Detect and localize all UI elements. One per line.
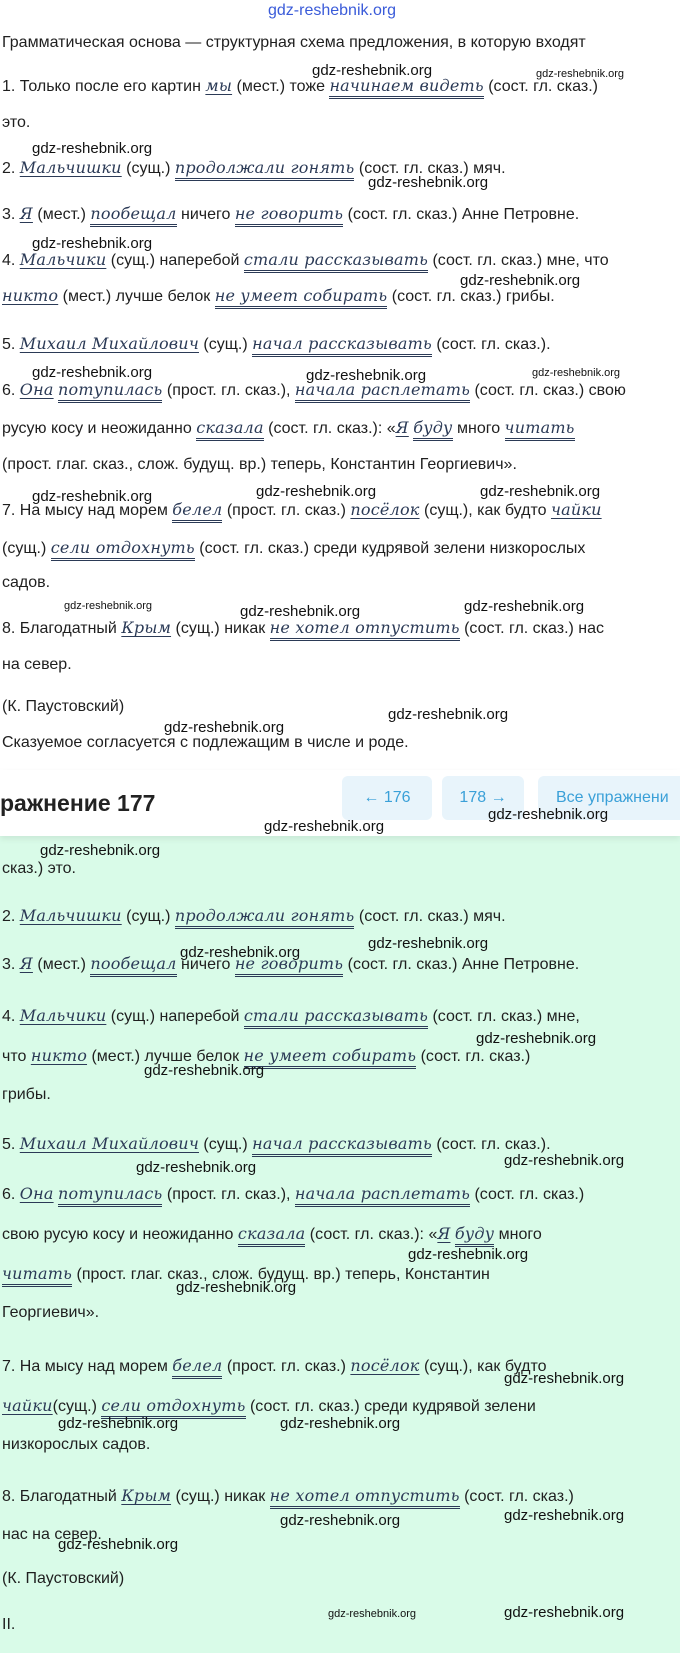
all-exercises-button[interactable]: Все упражнени bbox=[538, 776, 680, 820]
b-sentence-5: 5. Михаил Михайлович (сущ.) начал рассказывать (сост. гл. сказ.). bbox=[2, 1134, 551, 1154]
subject: Я bbox=[19, 954, 33, 973]
subject: Крым bbox=[121, 1486, 172, 1505]
watermark: gdz-reshebnik.org bbox=[256, 483, 377, 500]
predicate: не говорить bbox=[235, 204, 343, 227]
b-sentence-6: 6. Она потупилась (прост. гл. сказ.), начала расплетать (сост. гл. сказ.) bbox=[2, 1184, 584, 1204]
subject: чайки bbox=[2, 1396, 53, 1415]
predicate: начал рассказывать bbox=[252, 334, 432, 357]
subject: Она bbox=[19, 380, 54, 399]
predicate: сели отдохнуть bbox=[101, 1396, 245, 1419]
sentence-6-cont2: (прост. глаг. сказ., слож. будущ. вр.) теперь, Константин Георгиевич». bbox=[2, 456, 517, 473]
b-sentence-2: 2. Мальчишки (сущ.) продолжали гонять (сост. гл. сказ.) мяч. bbox=[2, 906, 506, 926]
predicate: сели отдохнуть bbox=[51, 538, 195, 561]
predicate: не умеет собирать bbox=[244, 1046, 417, 1069]
predicate: продолжали гонять bbox=[175, 158, 355, 181]
sentence-7-cont: (сущ.) сели отдохнуть (сост. гл. сказ.) среди кудрявой зелени низкорослых bbox=[2, 538, 585, 558]
watermark: gdz-reshebnik.org bbox=[504, 1604, 625, 1621]
exercise-title: ражнение 177 bbox=[0, 790, 156, 816]
b-sentence-4-cont: что никто (мест.) лучше белок не умеет собирать (сост. гл. сказ.) bbox=[2, 1046, 530, 1066]
predicate: читать bbox=[505, 418, 575, 441]
subject: Михаил Михайлович bbox=[19, 334, 199, 353]
predicate: стали рассказывать bbox=[244, 1006, 428, 1029]
watermark: gdz-reshebnik.org bbox=[306, 367, 427, 384]
watermark: gdz-reshebnik.org bbox=[164, 719, 285, 736]
sentence-6-cont: русую косу и неожиданно сказала (сост. гл. сказ.): «Я буду много читать bbox=[2, 418, 575, 438]
watermark: gdz-reshebnik.org bbox=[504, 1370, 625, 1387]
watermark: gdz-reshebnik.org bbox=[58, 1415, 179, 1432]
sentence-4: 4. Мальчики (сущ.) наперебой стали рассказывать (сост. гл. сказ.) мне, что bbox=[2, 250, 609, 270]
watermark: gdz-reshebnik.org bbox=[280, 1512, 401, 1529]
predicate: буду bbox=[455, 1224, 494, 1247]
sentence-6: 6. Она потупилась (прост. гл. сказ.), начала расплетать (сост. гл. сказ.) свою bbox=[2, 380, 626, 400]
sentence-1: 1. Только после его картин мы (мест.) тоже начинаем видеть (сост. гл. сказ.) bbox=[2, 76, 598, 96]
rule-text: Сказуемое согласуется с подлежащим в числе и роде. bbox=[2, 734, 409, 751]
b-sentence-7: 7. На мысу над морем белел (прост. гл. сказ.) посёлок (сущ.), как будто bbox=[2, 1356, 547, 1376]
sentence-7-cont2: садов. bbox=[2, 574, 51, 591]
b-sentence-7-cont2: низкорослых садов. bbox=[2, 1436, 151, 1453]
b-sentence-6-cont: свою русую косу и неожиданно сказала (сост. гл. сказ.): «Я буду много bbox=[2, 1224, 542, 1244]
watermark: gdz-reshebnik.org bbox=[40, 842, 161, 859]
predicate: сказала bbox=[238, 1224, 305, 1247]
watermark: gdz-reshebnik.org bbox=[136, 1159, 257, 1176]
sentence-8: 8. Благодатный Крым (сущ.) никак не хотел отпустить (сост. гл. сказ.) нас bbox=[2, 618, 604, 638]
predicate: белел bbox=[172, 500, 222, 523]
watermark: gdz-reshebnik.org bbox=[480, 483, 601, 500]
watermark: gdz-reshebnik.org bbox=[280, 1415, 401, 1432]
predicate: белел bbox=[172, 1356, 222, 1379]
watermark: gdz-reshebnik.org bbox=[460, 272, 581, 289]
watermark: gdz-reshebnik.org bbox=[504, 1507, 625, 1524]
sentence-4-cont: никто (мест.) лучше белок не умеет собирать (сост. гл. сказ.) грибы. bbox=[2, 286, 555, 306]
sentence-7: 7. На мысу над морем белел (прост. гл. сказ.) посёлок (сущ.), как будто чайки bbox=[2, 500, 602, 520]
b-sentence-8-cont: нас на север. bbox=[2, 1526, 102, 1543]
sentence-2: 2. Мальчишки (сущ.) продолжали гонять (сост. гл. сказ.) мяч. bbox=[2, 158, 506, 178]
predicate: сказала bbox=[196, 418, 263, 441]
predicate: стали рассказывать bbox=[244, 250, 428, 273]
watermark: gdz-reshebnik.org bbox=[488, 806, 609, 823]
subject: никто bbox=[30, 1046, 88, 1065]
subject: никто bbox=[2, 286, 59, 305]
predicate: буду bbox=[413, 418, 452, 441]
watermark: gdz-reshebnik.org bbox=[240, 603, 361, 620]
sentence-5: 5. Михаил Михайлович (сущ.) начал рассказывать (сост. гл. сказ.). bbox=[2, 334, 551, 354]
predicate: не говорить bbox=[235, 954, 343, 977]
author: (К. Паустовский) bbox=[2, 698, 125, 715]
subject: посёлок bbox=[350, 1356, 420, 1375]
subject: Крым bbox=[121, 618, 172, 637]
subject: Мальчики bbox=[19, 250, 107, 269]
subject: посёлок bbox=[350, 500, 420, 519]
watermark: gdz-reshebnik.org bbox=[180, 944, 301, 961]
watermark: gdz-reshebnik.org bbox=[504, 1152, 625, 1169]
predicate: потупилась bbox=[58, 380, 162, 403]
b-sentence-8: 8. Благодатный Крым (сущ.) никак не хотел отпустить (сост. гл. сказ.) bbox=[2, 1486, 574, 1506]
sentence-8-cont: на север. bbox=[2, 656, 72, 673]
prev-exercise-button[interactable]: ← 176 bbox=[342, 776, 432, 820]
b-sentence-1-tail: сказ.) это. bbox=[2, 860, 76, 877]
b-sentence-6-cont3: Георгиевич». bbox=[2, 1304, 100, 1321]
watermark: gdz-reshebnik.org bbox=[536, 68, 625, 80]
predicate: пообещал bbox=[90, 204, 176, 227]
b-sentence-4: 4. Мальчики (сущ.) наперебой стали рассказывать (сост. гл. сказ.) мне, bbox=[2, 1006, 580, 1026]
watermark: gdz-reshebnik.org bbox=[176, 1279, 297, 1296]
b-sentence-7-cont: чайки(сущ.) сели отдохнуть (сост. гл. сказ.) среди кудрявой зелени bbox=[2, 1396, 536, 1416]
watermark: gdz-reshebnik.org bbox=[476, 1030, 597, 1047]
watermark: gdz-reshebnik.org bbox=[264, 818, 385, 835]
watermark: gdz-reshebnik.org bbox=[532, 367, 621, 379]
predicate: начала расплетать bbox=[295, 380, 470, 403]
sentence-1-cont: это. bbox=[2, 114, 31, 131]
subject: Я bbox=[437, 1224, 451, 1243]
predicate: продолжали гонять bbox=[175, 906, 355, 929]
watermark: gdz-reshebnik.org bbox=[64, 600, 153, 612]
predicate: читать bbox=[2, 1264, 72, 1287]
next-exercise-button[interactable]: 178 → bbox=[442, 776, 524, 820]
subject: Я bbox=[395, 418, 409, 437]
b-sentence-3: 3. Я (мест.) пообещал ничего не говорить (сост. гл. сказ.) Анне Петровне. bbox=[2, 954, 579, 974]
subject: Я bbox=[19, 204, 33, 223]
watermark: gdz-reshebnik.org bbox=[328, 1608, 417, 1620]
subject: Она bbox=[19, 1184, 54, 1203]
watermark: gdz-reshebnik.org bbox=[368, 174, 489, 191]
watermark: gdz-reshebnik.org bbox=[368, 935, 489, 952]
watermark: gdz-reshebnik.org bbox=[464, 598, 585, 615]
subject: чайки bbox=[550, 500, 602, 519]
subject: Мальчишки bbox=[19, 158, 122, 177]
watermark: gdz-reshebnik.org bbox=[32, 235, 153, 252]
b-section-numeral: II. bbox=[2, 1616, 16, 1633]
predicate: начинаем видеть bbox=[329, 76, 483, 99]
watermark: gdz-reshebnik.org bbox=[312, 62, 433, 79]
b-sentence-6-cont2: читать (прост. глаг. сказ., слож. будущ. вр.) теперь, Константин bbox=[2, 1264, 490, 1284]
watermark: gdz-reshebnik.org bbox=[408, 1246, 529, 1263]
watermark: gdz-reshebnik.org bbox=[58, 1536, 179, 1553]
intro-text: Грамматическая основа — структурная схема предложения, в которую входят bbox=[2, 34, 586, 51]
subject: Мальчишки bbox=[19, 906, 122, 925]
watermark: gdz-reshebnik.org bbox=[32, 364, 153, 381]
predicate: не умеет собирать bbox=[215, 286, 388, 309]
subject: Мальчики bbox=[19, 1006, 107, 1025]
predicate: пообещал bbox=[90, 954, 176, 977]
watermark: gdz-reshebnik.org bbox=[32, 488, 153, 505]
predicate: потупилась bbox=[58, 1184, 162, 1207]
watermark: gdz-reshebnik.org bbox=[388, 706, 509, 723]
predicate: не хотел отпустить bbox=[270, 1486, 460, 1509]
predicate: начал рассказывать bbox=[252, 1134, 432, 1157]
subject: Михаил Михайлович bbox=[19, 1134, 199, 1153]
subject: мы bbox=[205, 76, 233, 95]
watermark: gdz-reshebnik.org bbox=[268, 2, 397, 19]
b-author: (К. Паустовский) bbox=[2, 1570, 125, 1587]
sentence-3: 3. Я (мест.) пообещал ничего не говорить (сост. гл. сказ.) Анне Петровне. bbox=[2, 204, 579, 224]
predicate: начала расплетать bbox=[295, 1184, 470, 1207]
predicate: не хотел отпустить bbox=[270, 618, 460, 641]
watermark: gdz-reshebnik.org bbox=[32, 140, 153, 157]
watermark: gdz-reshebnik.org bbox=[144, 1062, 265, 1079]
b-sentence-4-cont2: грибы. bbox=[2, 1086, 51, 1103]
